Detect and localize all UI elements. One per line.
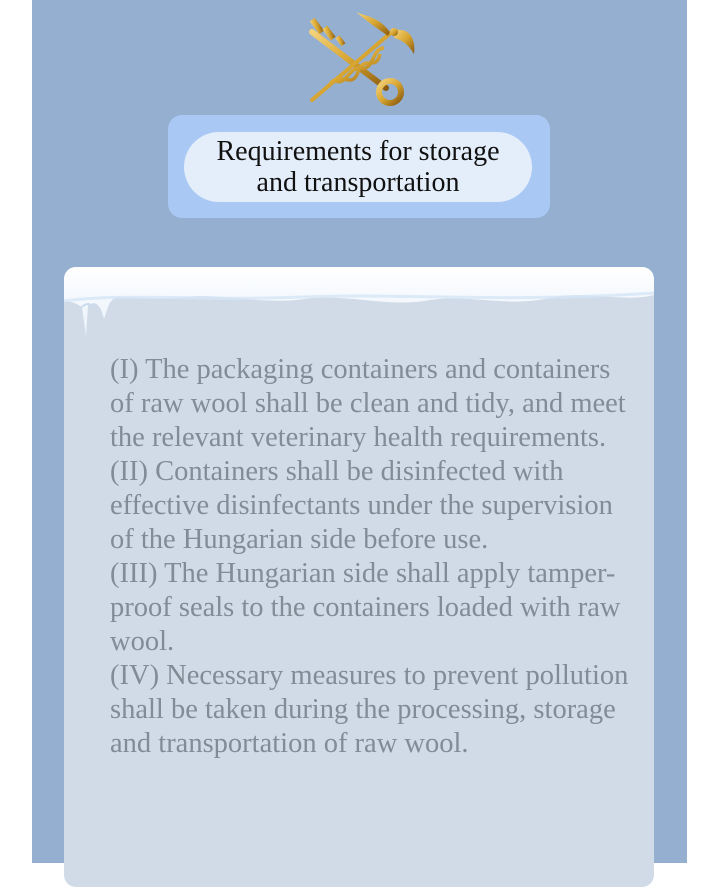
- paragraph-1: (I) The packaging containers and containers of raw wool shall be clean and tidy, and meet the relevant veterinary health requirements.: [110, 354, 626, 453]
- content-card: [64, 267, 654, 887]
- caduceus-key-emblem-icon: [300, 10, 418, 108]
- page-title: [184, 132, 532, 202]
- paragraph-3: (III) The Hungarian side shall apply tamper-proof seals to the containers loaded with raw wool.: [110, 558, 621, 657]
- paragraph-4: (IV) Necessary measures to prevent pollution shall be taken during the processing, storage and transportation of raw wool.: [110, 660, 629, 759]
- body-text: [110, 353, 640, 761]
- page-title-line-1: Requirements for storage: [216, 136, 500, 167]
- paragraph-2: (II) Containers shall be disinfected with effective disinfectants under the supervision of the Hungarian side before use.: [110, 456, 613, 555]
- page-title-line-2: and transportation: [256, 167, 460, 198]
- snow-top-decoration: [64, 267, 654, 347]
